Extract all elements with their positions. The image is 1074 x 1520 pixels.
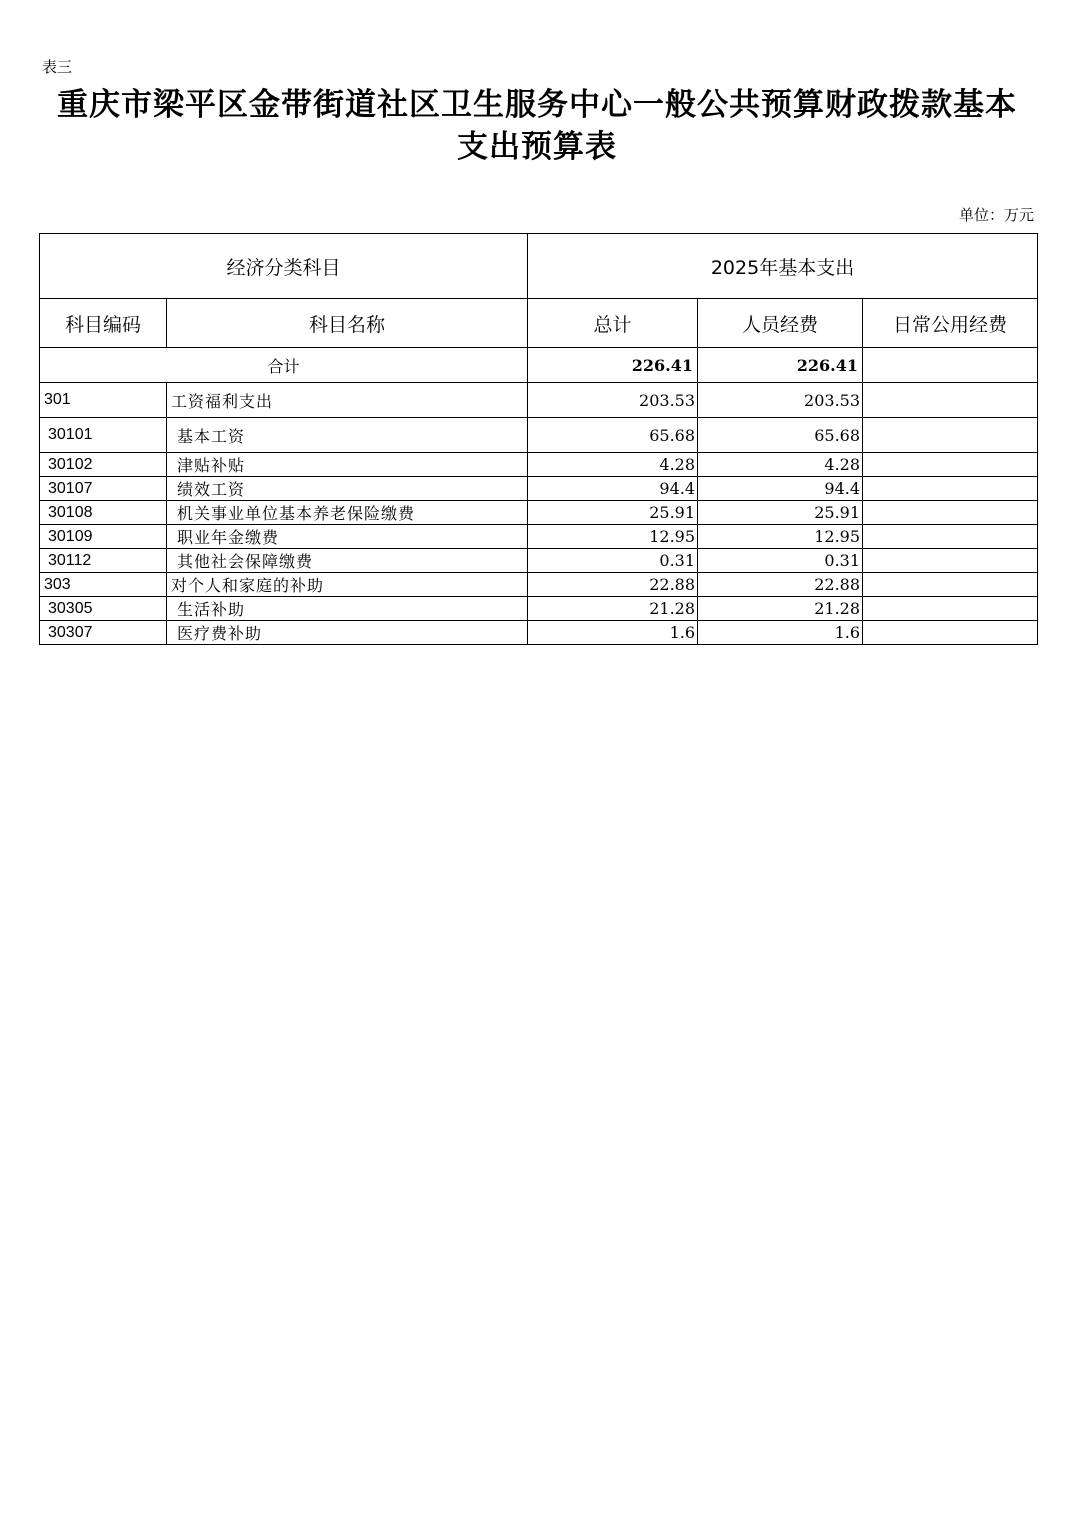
table-number-label: 表三 (42, 58, 73, 76)
row-total: 94.4 (528, 477, 698, 501)
row-public (863, 383, 1038, 418)
row-public (863, 621, 1038, 645)
title-line-1: 重庆市梁平区金带街道社区卫生服务中心一般公共预算财政拨款基本 (57, 87, 1017, 123)
row-total: 203.53 (528, 383, 698, 418)
row-name: 职业年金缴费 (167, 525, 528, 549)
header-total: 总计 (528, 299, 698, 348)
row-public (863, 597, 1038, 621)
row-name: 生活补助 (167, 597, 528, 621)
row-public (863, 573, 1038, 597)
row-public (863, 453, 1038, 477)
table-row (40, 621, 1038, 645)
row-public (863, 418, 1038, 453)
row-name: 机关事业单位基本养老保险缴费 (167, 501, 528, 525)
row-code: 30109 (40, 525, 167, 549)
table-row (40, 477, 1038, 501)
row-personnel: 1.6 (698, 621, 863, 645)
row-total: 25.91 (528, 501, 698, 525)
row-name: 津贴补贴 (167, 453, 528, 477)
row-personnel: 12.95 (698, 525, 863, 549)
row-personnel: 21.28 (698, 597, 863, 621)
row-code: 303 (40, 573, 167, 597)
row-total: 65.68 (528, 418, 698, 453)
budget-table (39, 233, 1038, 645)
row-total: 12.95 (528, 525, 698, 549)
row-total: 22.88 (528, 573, 698, 597)
table-row (40, 501, 1038, 525)
table-row (40, 383, 1038, 418)
row-total: 21.28 (528, 597, 698, 621)
total-row (40, 348, 1038, 383)
row-public (863, 477, 1038, 501)
row-public (863, 525, 1038, 549)
table-row (40, 525, 1038, 549)
row-name: 医疗费补助 (167, 621, 528, 645)
total-total: 226.41 (528, 348, 698, 383)
table-row (40, 573, 1038, 597)
title-line-2: 支出预算表 (457, 129, 617, 165)
header-code: 科目编码 (40, 299, 167, 348)
total-public (863, 348, 1038, 383)
row-personnel: 203.53 (698, 383, 863, 418)
document-title (30, 84, 1044, 168)
header-name: 科目名称 (167, 299, 528, 348)
total-personnel: 226.41 (698, 348, 863, 383)
table-row (40, 549, 1038, 573)
row-name: 其他社会保障缴费 (167, 549, 528, 573)
row-code: 30101 (40, 418, 167, 453)
header-personnel: 人员经费 (698, 299, 863, 348)
row-code: 30305 (40, 597, 167, 621)
unit-label: 单位：万元 (958, 206, 1034, 224)
row-code: 30107 (40, 477, 167, 501)
row-name: 工资福利支出 (167, 383, 528, 418)
table-row (40, 453, 1038, 477)
header-basic-expense: 2025年基本支出 (528, 234, 1038, 299)
row-total: 1.6 (528, 621, 698, 645)
row-code: 30307 (40, 621, 167, 645)
row-code: 301 (40, 383, 167, 418)
row-code: 30102 (40, 453, 167, 477)
row-personnel: 4.28 (698, 453, 863, 477)
row-personnel: 0.31 (698, 549, 863, 573)
table-row (40, 418, 1038, 453)
row-code: 30112 (40, 549, 167, 573)
header-row-1 (40, 234, 1038, 299)
total-label: 合计 (40, 348, 528, 383)
row-public (863, 501, 1038, 525)
row-personnel: 94.4 (698, 477, 863, 501)
table-row (40, 597, 1038, 621)
row-public (863, 549, 1038, 573)
row-total: 4.28 (528, 453, 698, 477)
row-name: 绩效工资 (167, 477, 528, 501)
header-public: 日常公用经费 (863, 299, 1038, 348)
row-personnel: 65.68 (698, 418, 863, 453)
row-code: 30108 (40, 501, 167, 525)
row-personnel: 22.88 (698, 573, 863, 597)
header-row-2 (40, 299, 1038, 348)
row-name: 对个人和家庭的补助 (167, 573, 528, 597)
row-name: 基本工资 (167, 418, 528, 453)
row-personnel: 25.91 (698, 501, 863, 525)
row-total: 0.31 (528, 549, 698, 573)
header-econ-category: 经济分类科目 (40, 234, 528, 299)
